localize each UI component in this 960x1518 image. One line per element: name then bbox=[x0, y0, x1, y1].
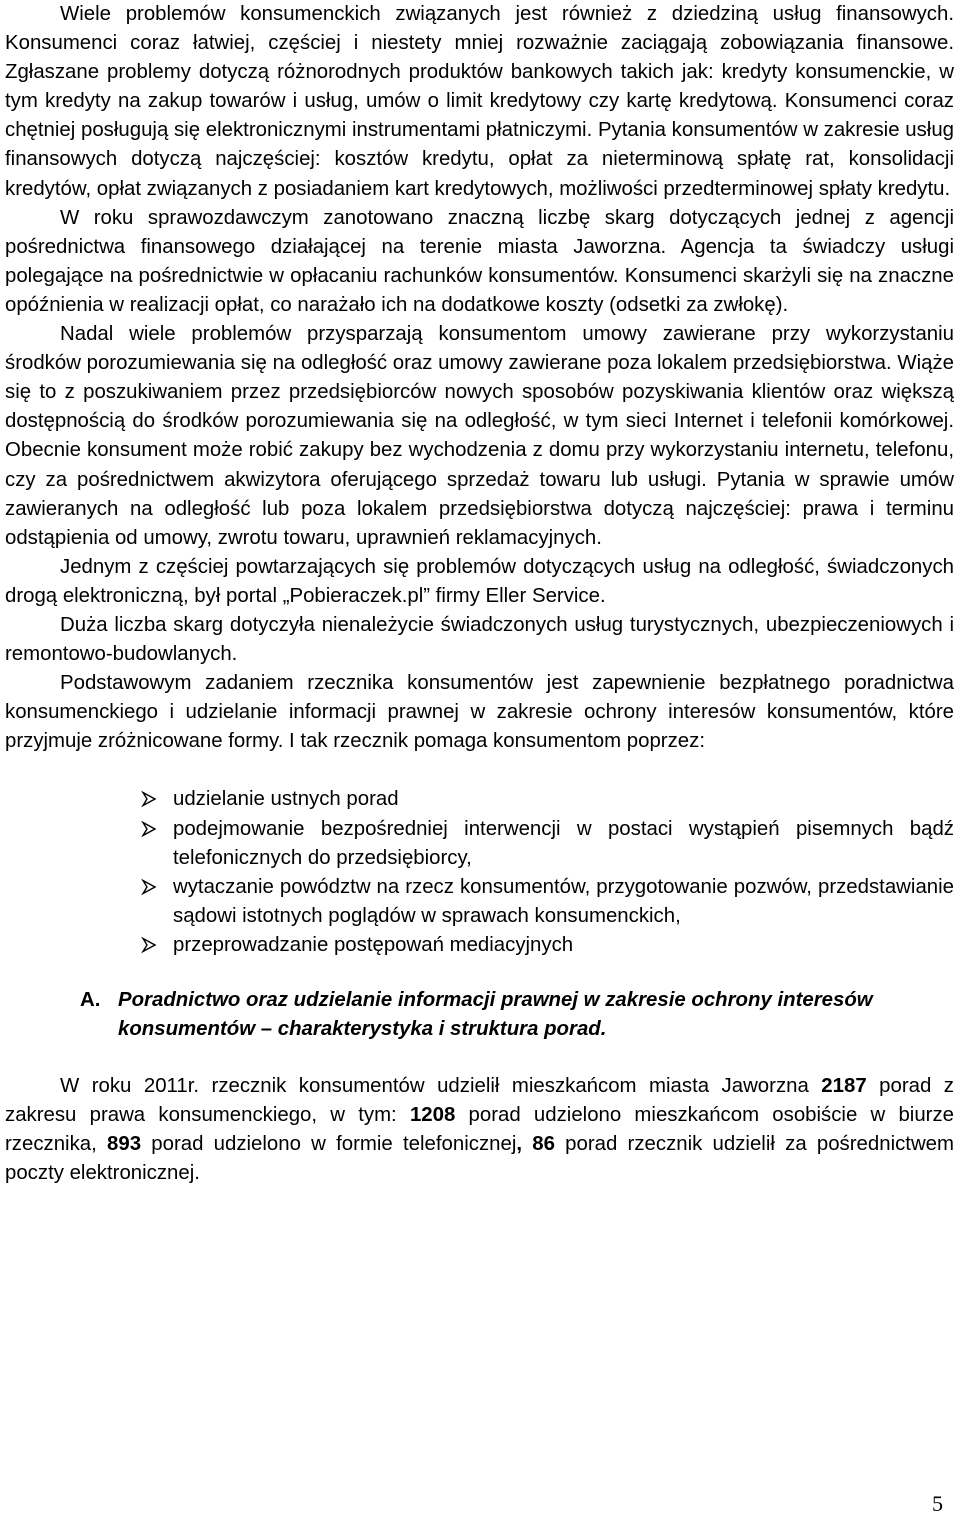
help-forms-list bbox=[5, 785, 954, 960]
paragraph-financial-services: Wiele problemów konsumenckich związanych jest również z dziedziną usług finansowych. Konsumenci coraz łatwiej, częściej i niestety mniej rozważnie zaciągają zobowiązania finansowe. Zgłaszane problemy dotyczą różnorodnych produktów bankowych takich jak: kredyty konsumenckie, w tym kredyty na zakup towarów i usług, umów o limit kredytowy czy kartę kredytową. Konsumenci coraz chętniej posługują się elektronicznymi instrumentami płatniczymi. Pytania konsumentów w zakresie usług finansowych dotyczą najczęściej: kosztów kredytu, opłat za nieterminową spłatę rat, konsolidacji kredytów, opłat związanych z posiadaniem kart kredytowych, możliwości przedterminowej spłaty kredytu. bbox=[5, 3, 954, 200]
section-title: Poradnictwo oraz udzielanie informacji prawnej w zakresie ochrony interesów konsumentów – charakterystyka i struktura porad. bbox=[118, 989, 873, 1041]
page-number: 5 bbox=[932, 1491, 943, 1516]
paragraph-ombudsman-role: Podstawowym zadaniem rzecznika konsumentów jest zapewnienie bezpłatnego poradnictwa konsumenckiego i udzielanie informacji prawnej w zakresie ochrony interesów konsumentów, które przyjmuje zróżnicowane formy. I tak rzecznik pomaga konsumentom poprzez: bbox=[5, 672, 954, 753]
list-item bbox=[5, 785, 954, 814]
list-item bbox=[5, 873, 954, 931]
list-item bbox=[5, 815, 954, 873]
phone-advice-count: 893 bbox=[107, 1133, 142, 1156]
email-advice-count: 86 bbox=[532, 1133, 555, 1156]
arrow-bullet-icon bbox=[141, 821, 157, 837]
office-advice-count: 1208 bbox=[409, 1104, 456, 1127]
list-item bbox=[5, 931, 954, 960]
arrow-bullet-icon bbox=[141, 879, 157, 895]
arrow-bullet-icon bbox=[141, 791, 157, 807]
document-body bbox=[5, 0, 954, 1189]
list-item-text: wytaczanie powództw na rzecz konsumentów, przygotowanie pozwów, przedstawianie sądowi istotnych poglądów w sprawach konsumenckich, bbox=[173, 875, 954, 927]
summary-comma: , bbox=[516, 1133, 523, 1156]
list-item-text: podejmowanie bezpośredniej interwencji w postaci wystąpień pisemnych bądź telefonicznych do przedsiębiorcy, bbox=[173, 817, 954, 869]
summary-text: porad z zakresu prawa konsumenckiego, w tym: bbox=[5, 1075, 954, 1127]
spacer bbox=[5, 756, 954, 785]
paragraph-distance-contracts: Nadal wiele problemów przysparzają konsumentom umowy zawierane przy wykorzystaniu środków porozumiewania się na odległość oraz umowy zawierane poza lokalem przedsiębiorstwa. Wiąże się to z poszukiwaniem przez przedsiębiorców nowych sposobów pozyskiwania klientów oraz większą dostępnością do środków porozumiewania się na odległość, w tym sieci Internet i telefonii komórkowej. Obecnie konsument może robić zakupy bez wychodzenia z domu przy wykorzystaniu internetu, telefonu, czy za pośrednictwem akwizytora oferującego sprzedaż towaru lub usługi. Pytania w sprawie umów zawieranych na odległość lub poza lokalem przedsiębiorstwa dotyczą najczęściej: prawa i terminu odstąpienia od umowy, zwrotu towaru, uprawnień reklamacyjnych. bbox=[5, 323, 954, 549]
paragraph-advice-summary bbox=[5, 1072, 954, 1188]
paragraph-pobieraczek: Jednym z częściej powtarzających się problemów dotyczących usług na odległość, świadczonych drogą elektroniczną, był portal „Pobieraczek.pl” firmy Eller Service. bbox=[5, 555, 954, 607]
spacer bbox=[5, 1044, 954, 1072]
summary-text: porad udzielono mieszkańcom osobiście w biurze rzecznika, bbox=[5, 1104, 954, 1156]
total-advice-count: 2187 bbox=[821, 1075, 867, 1098]
list-item-text: przeprowadzanie postępowań mediacyjnych bbox=[173, 933, 574, 956]
summary-text: porad rzecznik udzielił za pośrednictwem poczty elektronicznej. bbox=[5, 1133, 955, 1185]
list-item-text: udzielanie ustnych porad bbox=[173, 788, 399, 811]
section-letter: A. bbox=[80, 989, 101, 1011]
summary-text: W roku 2011r. rzecznik konsumentów udzielił mieszkańcom miasta Jaworzna bbox=[60, 1075, 822, 1098]
paragraph-services-complaints: Duża liczba skarg dotyczyła nienależycie świadczonych usług turystycznych, ubezpieczeniowych i remontowo-budowlanych. bbox=[5, 613, 954, 666]
section-heading bbox=[5, 986, 954, 1044]
summary-text: porad udzielono w formie telefonicznej bbox=[141, 1133, 517, 1156]
arrow-bullet-icon bbox=[141, 937, 157, 953]
paragraph-agency-complaints: W roku sprawozdawczym zanotowano znaczną liczbę skarg dotyczących jednej z agencji pośrednictwa finansowego działającej na terenie miasta Jaworzna. Agencja ta świadczy usługi polegające na pośrednictwie w opłacaniu rachunków konsumentów. Konsumenci skarżyli się na znaczne opóźnienia w realizacji opłat, co narażało ich na dodatkowe koszty (odsetki za zwłokę). bbox=[5, 206, 954, 316]
